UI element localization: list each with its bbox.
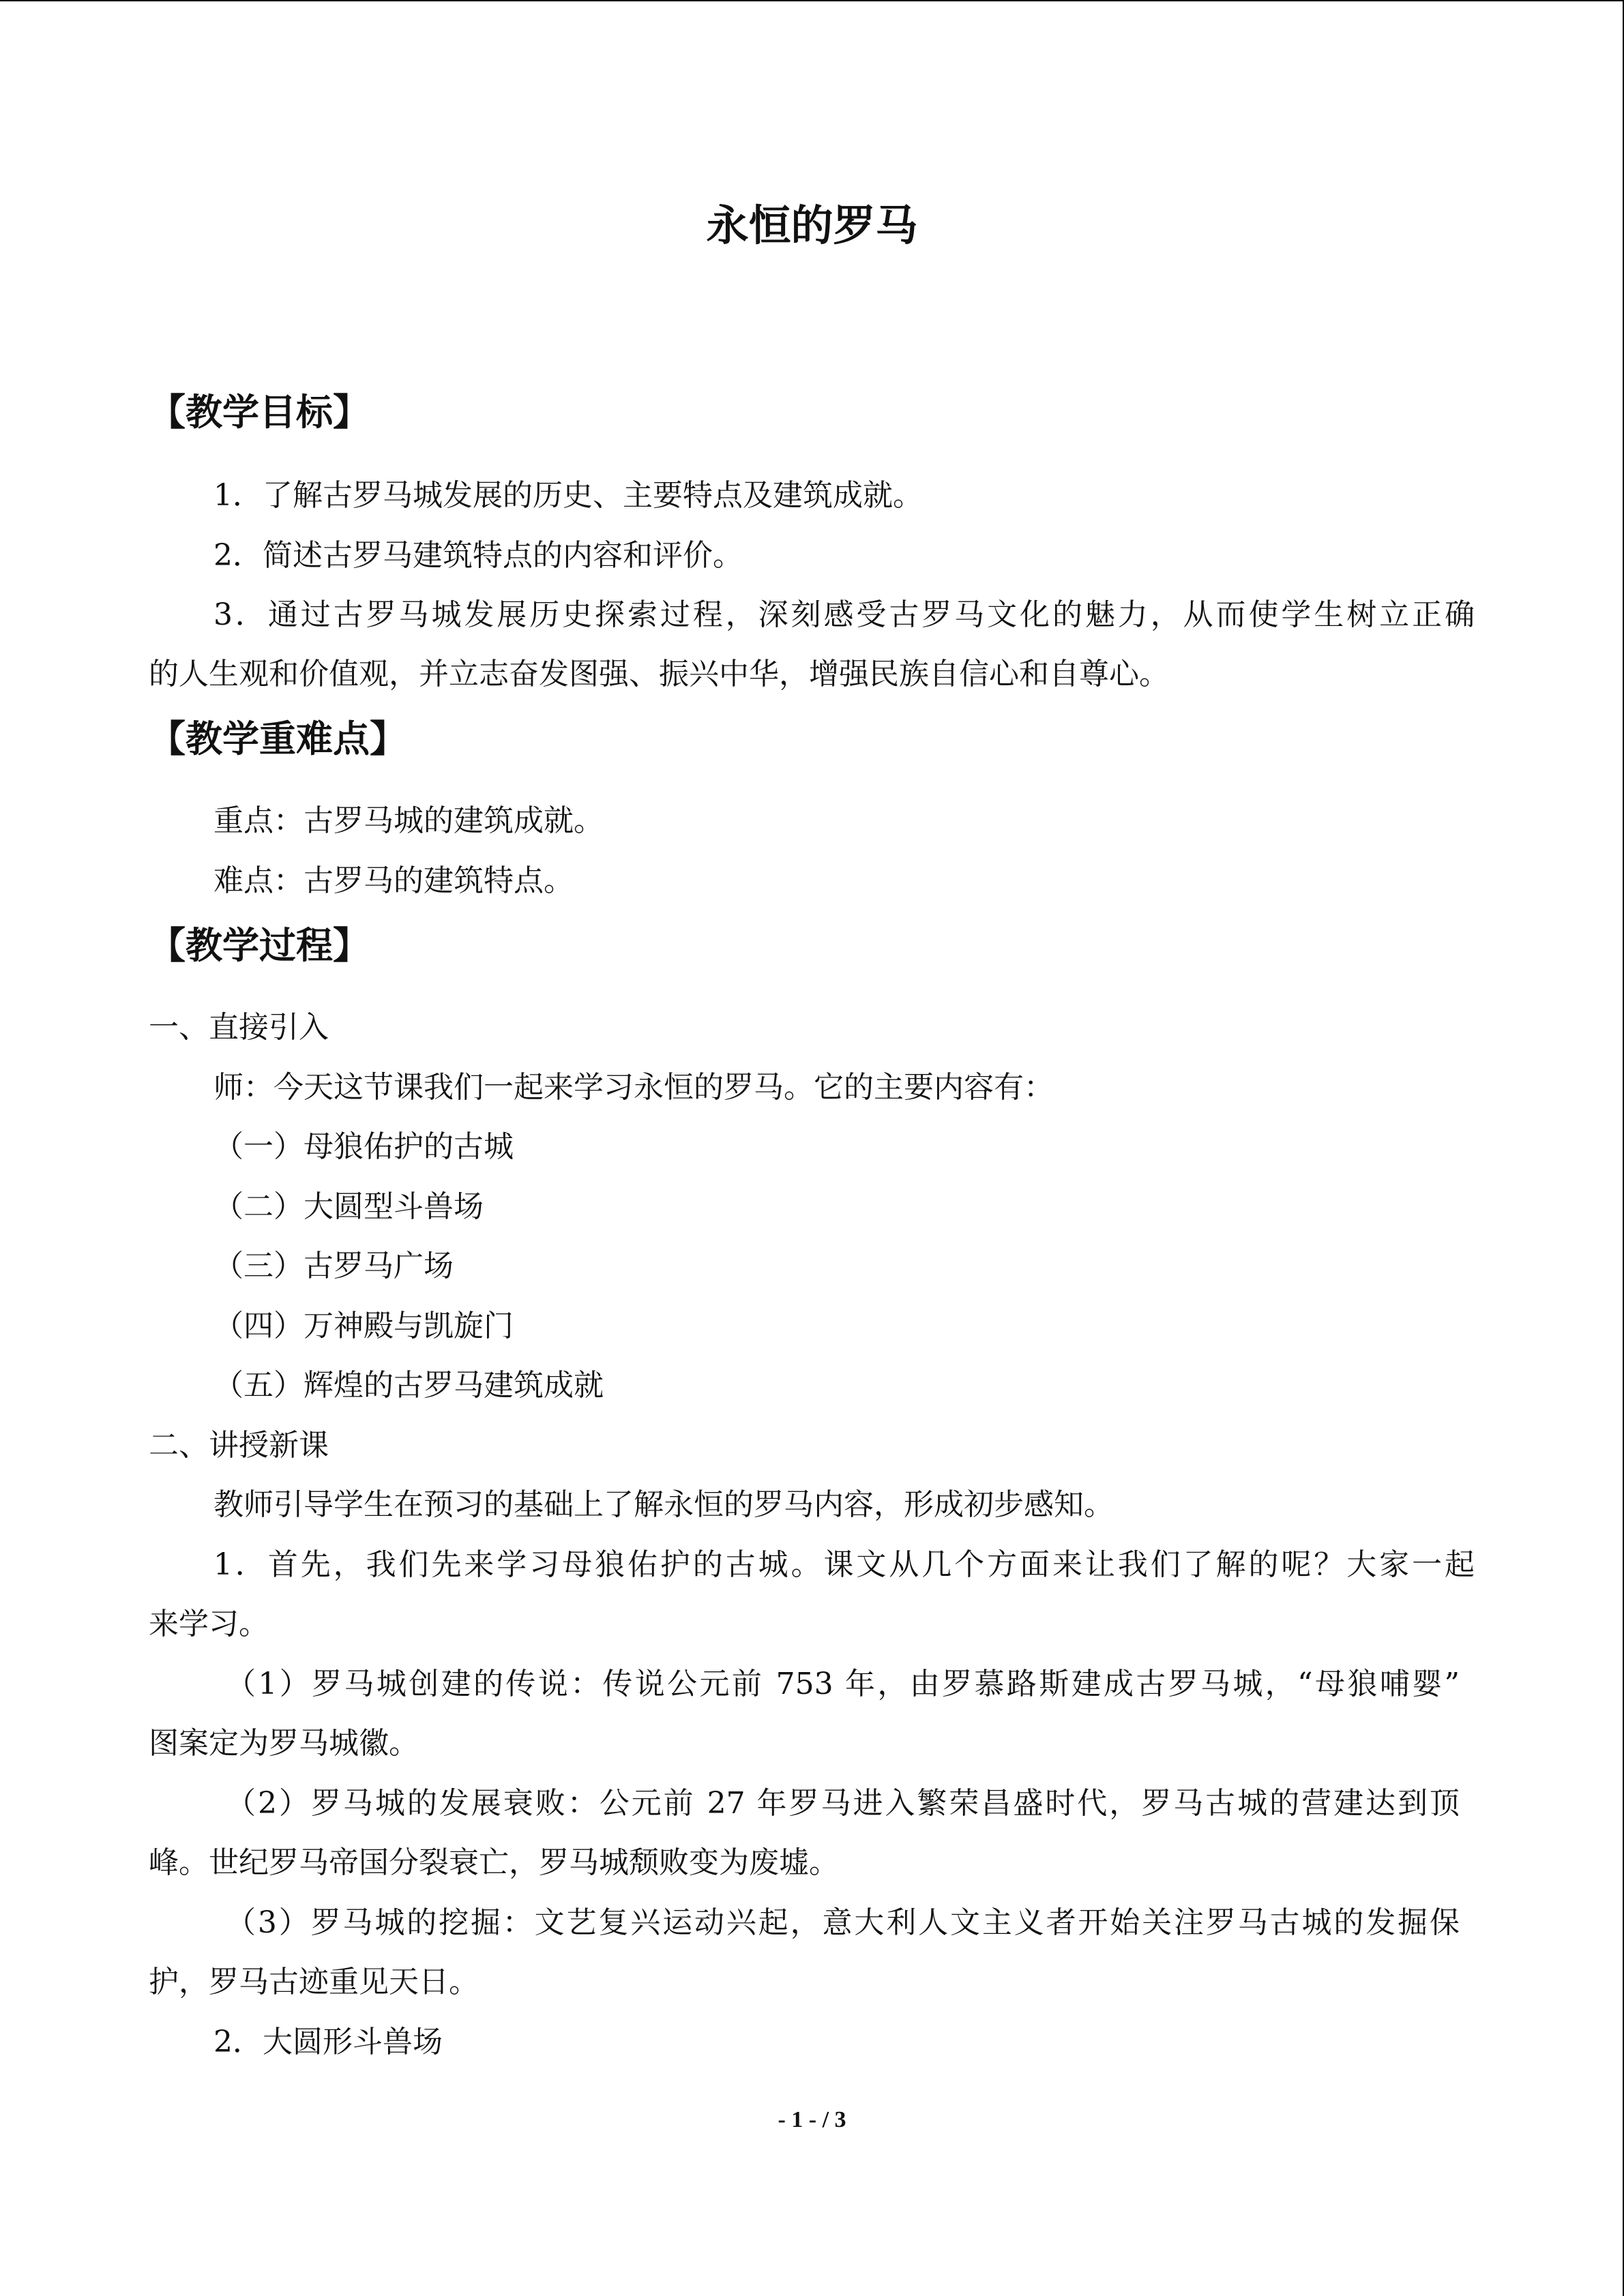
- keypoint-line: 重点：古罗马城的建筑成就。: [213, 803, 604, 838]
- process-line: （五）辉煌的古罗马建筑成就: [213, 1368, 604, 1403]
- process-line: （一）母狼佑护的古城: [213, 1129, 514, 1164]
- process-line: 护，罗马古迹重见天日。: [149, 1965, 479, 1999]
- objective-line: 1．了解古罗马城发展的历史、主要特点及建筑成就。: [213, 478, 923, 513]
- objective-line: 3．通过古罗马城发展历史探索过程，深刻感受古罗马文化的魅力，从而使学生树立正确: [213, 597, 1475, 632]
- process-line: （2）罗马城的发展衰败：公元前 27 年罗马进入繁荣昌盛时代，罗马古城的营建达到顶: [226, 1786, 1460, 1821]
- process-line: 一、直接引入: [149, 1010, 329, 1045]
- objective-line: 2．简述古罗马建筑特点的内容和评价。: [213, 538, 743, 573]
- process-line: 教师引导学生在预习的基础上了解永恒的罗马内容，形成初步感知。: [213, 1487, 1114, 1522]
- process-line: 图案定为罗马城徽。: [149, 1726, 419, 1761]
- document-title: 永恒的罗马: [706, 200, 918, 250]
- process-line: （3）罗马城的挖掘：文艺复兴运动兴起，意大利人文主义者开始关注罗马古城的发掘保: [226, 1905, 1460, 1940]
- process-line: （三）古罗马广场: [213, 1249, 454, 1283]
- process-heading: 【教学过程】: [149, 924, 370, 967]
- process-line: 2．大圆形斗兽场: [213, 2025, 443, 2059]
- process-line: （四）万神殿与凯旋门: [213, 1309, 514, 1343]
- objective-line: 的人生观和价值观，并立志奋发图强、振兴中华，增强民族自信心和自尊心。: [149, 657, 1169, 691]
- objectives-heading: 【教学目标】: [149, 391, 370, 434]
- process-line: 师：今天这节课我们一起来学习永恒的罗马。它的主要内容有：: [213, 1070, 1054, 1105]
- process-line: 峰。世纪罗马帝国分裂衰亡，罗马城颓败变为废墟。: [149, 1845, 839, 1880]
- keypoint-line: 难点：古罗马的建筑特点。: [213, 863, 574, 898]
- process-line: 二、讲授新课: [149, 1428, 329, 1463]
- page-number: - 1 - / 3: [778, 2107, 846, 2132]
- process-line: 来学习。: [149, 1607, 269, 1641]
- keypoints-heading: 【教学重难点】: [149, 717, 407, 760]
- process-line: （二）大圆型斗兽场: [213, 1189, 484, 1224]
- process-line: 1．首先，我们先来学习母狼佑护的古城。课文从几个方面来让我们了解的呢？大家一起: [213, 1547, 1475, 1582]
- process-line: （1）罗马城创建的传说：传说公元前 753 年，由罗慕路斯建成古罗马城，“母狼哺婴”: [226, 1667, 1460, 1701]
